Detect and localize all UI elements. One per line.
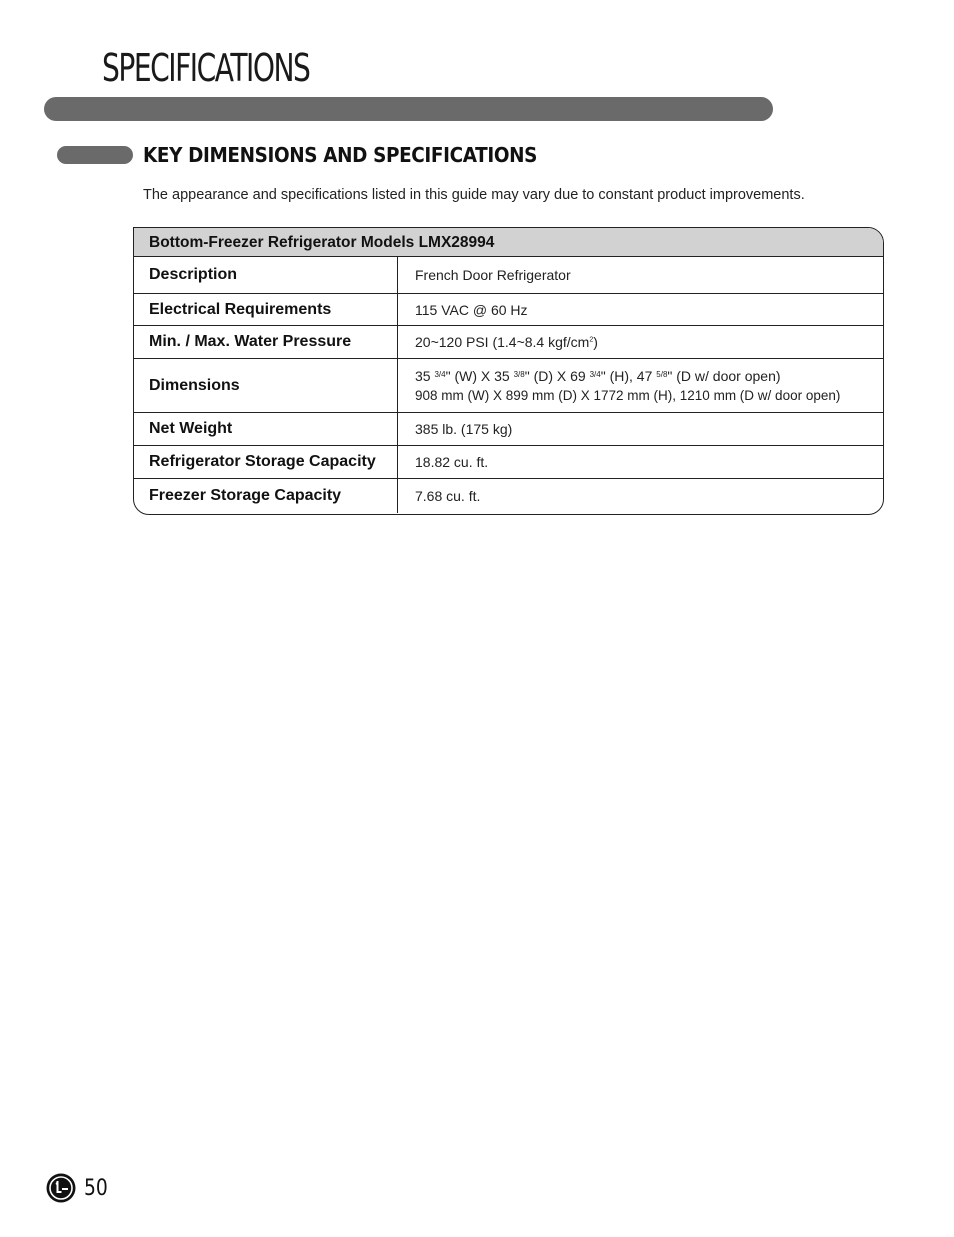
row-value [398,413,883,445]
row-value [398,446,883,478]
section-heading: KEY DIMENSIONS AND SPECIFICATIONS [143,143,538,167]
value-text: 115 VAC @ 60 Hz [415,301,528,318]
row-value [398,257,883,293]
value-text: 20~120 PSI (1.4~8.4 kgf/$cm^2$) [415,334,598,350]
value-text: 18.82 cu. ft. [415,454,489,470]
table-row-net-weight [134,413,883,446]
row-label: Min. / Max. Water Pressure [134,326,398,358]
title-divider-bar [44,97,773,121]
row-label: Electrical Requirements [134,294,398,325]
intro-text: The appearance and specifications listed in this guide may vary due to constant product improvements. [143,187,805,203]
specifications-table [133,227,884,515]
value-text: 385 lb. (175 kg) [415,421,513,437]
dimensions-imperial: 35 $^{3/4}$" (W) X 35 $^{3/8}$" (D) X 69 $^{3/4}$" (H), 47 $^{5/8}$" (D w/ door open) [415,368,781,384]
table-header: Bottom-Freezer Refrigerator Models LMX28994 [134,228,883,257]
table-row-refrigerator-capacity [134,446,883,479]
table-row-electrical [134,294,883,326]
row-value [398,359,883,412]
row-label: Net Weight [134,413,398,445]
table-row-dimensions [134,359,883,413]
page-title: SPECIFICATIONS [102,46,310,90]
value-text: 7.68 cu. ft. [415,488,481,504]
table-row-description [134,257,883,294]
lg-logo-icon [46,1173,76,1203]
table-row-freezer-capacity [134,479,883,513]
page-number: 50 [84,1176,108,1201]
value-text: French Door Refrigerator [415,267,571,283]
row-label: Freezer Storage Capacity [134,479,398,513]
row-value [398,479,883,513]
row-label: Dimensions [134,359,398,412]
dimensions-metric: 908 mm (W) X 899 mm (D) X 1772 mm (H), 1210 mm (D w/ door open) [415,388,841,403]
row-label: Refrigerator Storage Capacity [134,446,398,478]
table-row-water-pressure [134,326,883,359]
row-value [398,294,883,325]
row-label: Description [134,257,398,293]
row-value [398,326,883,358]
section-marker-pill [57,146,133,164]
